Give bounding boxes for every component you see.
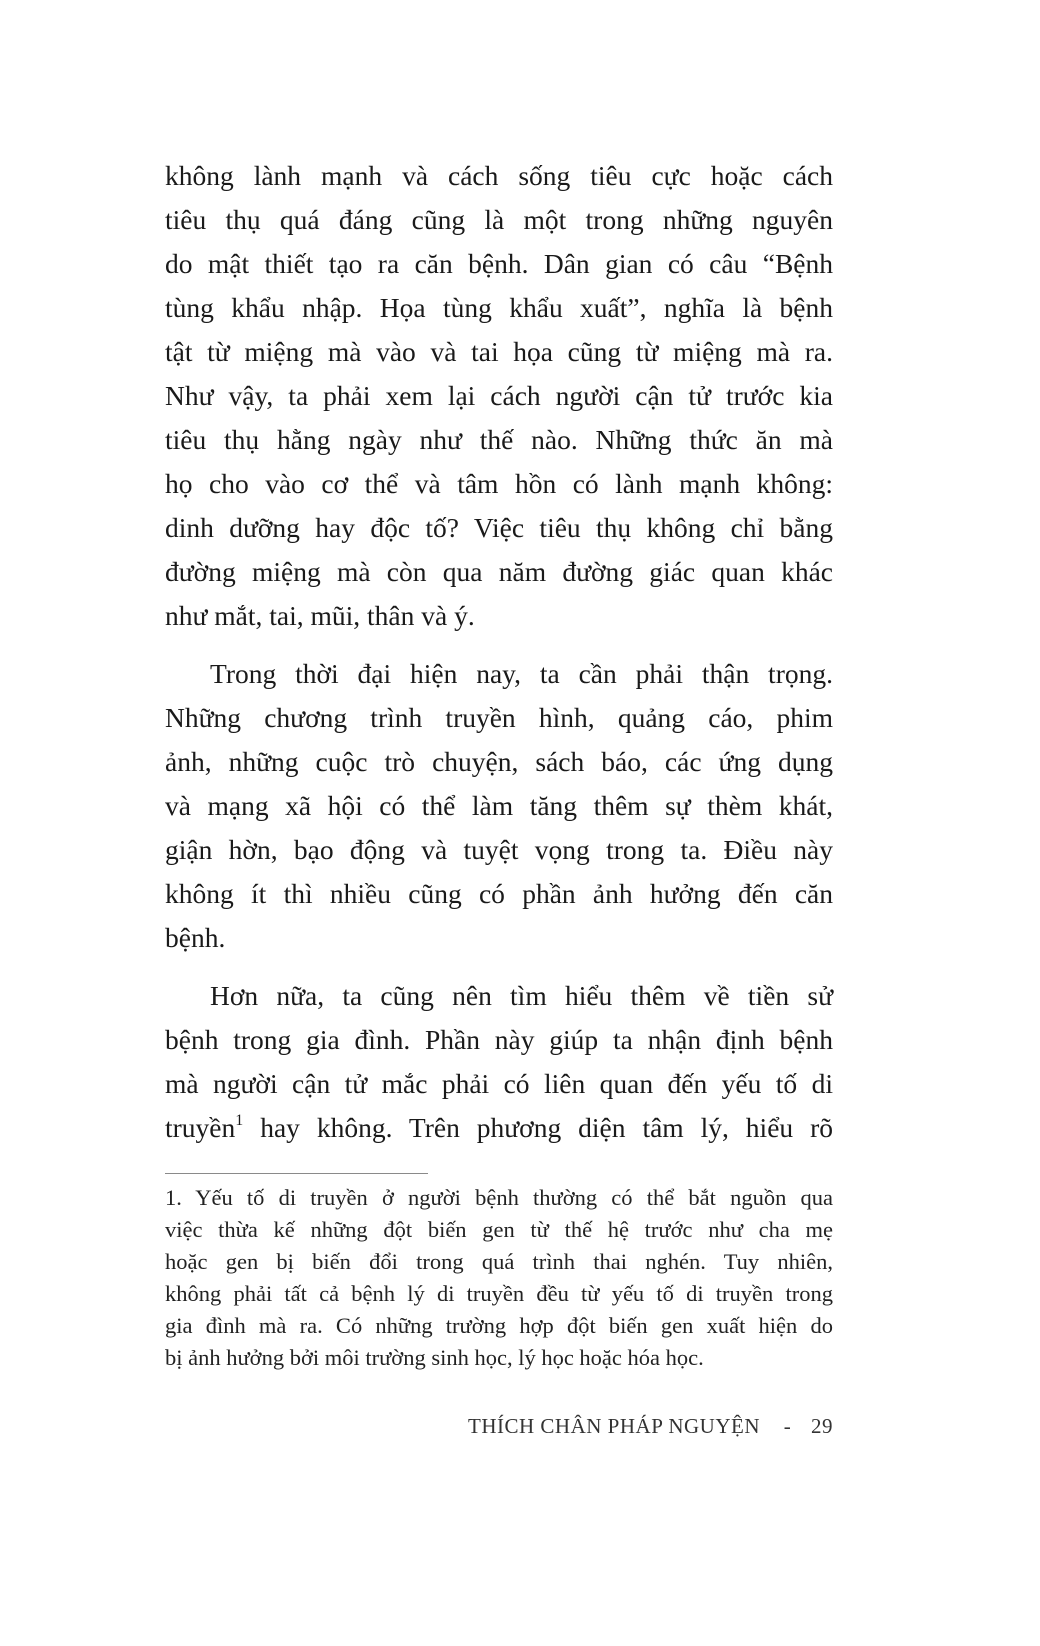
page-footer [468,1414,833,1439]
text-line: không lành mạnh và cách sống tiêu cực hoặc cách [165,160,833,191]
text-line: không ít thì nhiều cũng có phần ảnh hưởng đến căn [165,878,833,909]
text-fragment: truyền [165,1112,236,1143]
text-line: tùng khẩu nhập. Họa tùng khẩu xuất”, nghĩa là bệnh [165,292,833,323]
text-line: tiêu thụ hằng ngày như thế nào. Những thức ăn mà [165,424,833,455]
text-line: Như vậy, ta phải xem lại cách người cận tử trước kia [165,380,833,411]
footnote-line: gia đình mà ra. Có những trường hợp đột biến gen xuất hiện do [165,1313,833,1338]
text-line: bệnh trong gia đình. Phần này giúp ta nhận định bệnh [165,1024,833,1055]
running-author: THÍCH CHÂN PHÁP NGUYỆN [468,1414,760,1438]
footnote-divider [165,1173,428,1174]
text-line: đường miệng mà còn qua năm đường giác quan khác [165,556,833,587]
paragraph-3 [165,974,833,1150]
page-body [165,154,833,1150]
text-line: Hơn nữa, ta cũng nên tìm hiểu thêm về tiền sử [210,980,833,1011]
text-line: do mật thiết tạo ra căn bệnh. Dân gian có câu “Bệnh [165,248,833,279]
footnote-marker[interactable]: 1 [235,1111,244,1129]
text-line: tật từ miệng mà vào và tai họa cũng từ miệng mà ra. [165,336,833,367]
footnote [165,1182,833,1374]
footnote-line: hoặc gen bị biến đổi trong quá trình thai nghén. Tuy nhiên, [165,1249,833,1274]
footer-separator: - [783,1414,792,1438]
text-line: ảnh, những cuộc trò chuyện, sách báo, các ứng dụng [165,746,833,777]
text-line: dinh dưỡng hay độc tố? Việc tiêu thụ không chỉ bằng [165,512,833,543]
text-line: Trong thời đại hiện nay, ta cần phải thận trọng. [210,658,833,689]
footnote-line: 1. Yếu tố di truyền ở người bệnh thường có thể bắt nguồn qua [165,1185,833,1210]
text-line: mà người cận tử mắc phải có liên quan đến yếu tố di [165,1068,833,1099]
paragraph-2 [165,652,833,960]
footnote-line: việc thừa kế những đột biến gen từ thế hệ trước như cha mẹ [165,1217,833,1242]
footnote-line: bị ảnh hưởng bởi môi trường sinh học, lý học hoặc hóa học. [165,1345,704,1370]
text-line: họ cho vào cơ thể và tâm hồn có lành mạnh không: [165,468,833,499]
text-line: tiêu thụ quá đáng cũng là một trong những nguyên [165,204,833,235]
text-line: và mạng xã hội có thể làm tăng thêm sự thèm khát, [165,790,833,821]
text-line: như mắt, tai, mũi, thân và ý. [165,600,475,631]
paragraph-1 [165,154,833,638]
text-line-with-footnote [165,1106,833,1150]
text-fragment: hay không. Trên phương diện tâm lý, hiểu rõ [243,1112,833,1143]
footnote-line: không phải tất cả bệnh lý di truyền đều từ yếu tố di truyền trong [165,1281,833,1306]
text-line: giận hờn, bạo động và tuyệt vọng trong ta. Điều này [165,834,833,865]
page-number: 29 [811,1414,833,1438]
text-line: Những chương trình truyền hình, quảng cáo, phim [165,702,833,733]
text-line: bệnh. [165,922,226,953]
